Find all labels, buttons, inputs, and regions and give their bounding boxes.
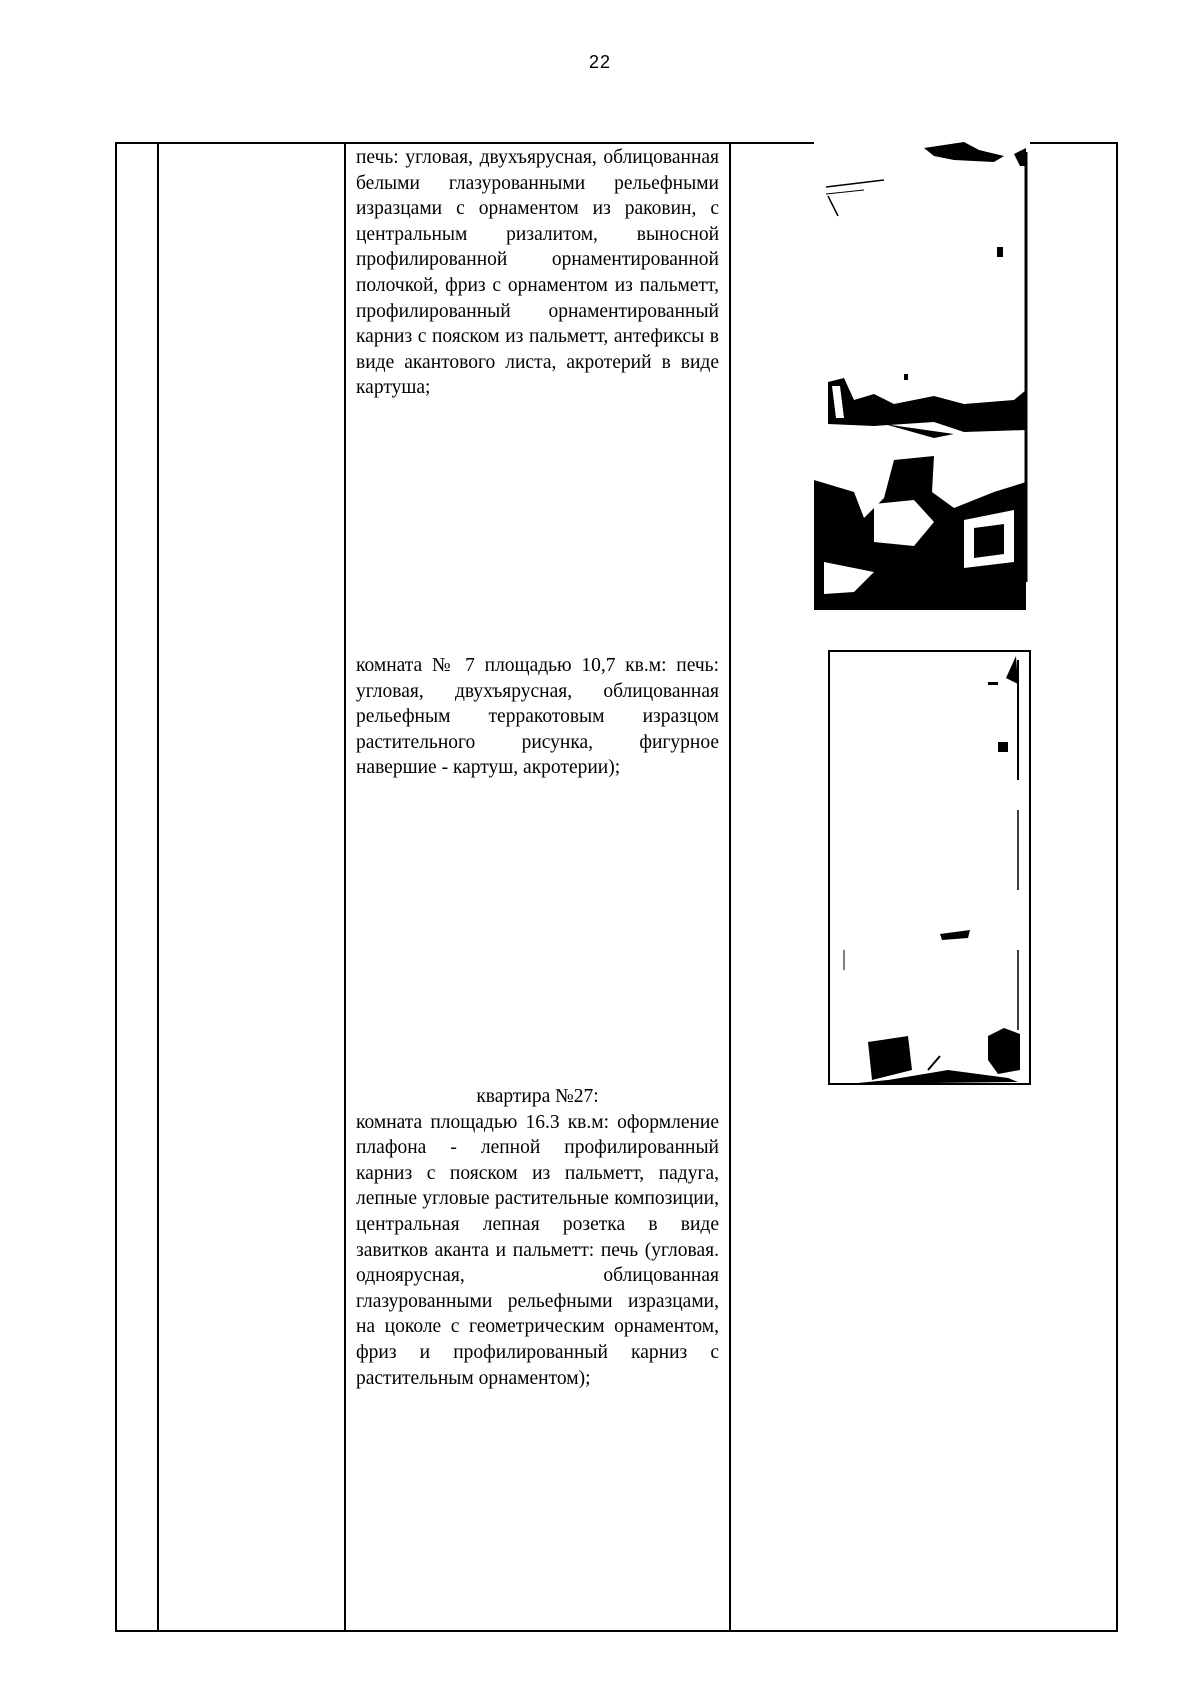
photo-stove-terracotta [828,650,1031,1085]
column-divider-1 [157,142,159,1632]
description-text-3 [356,1084,719,1391]
description-text-1 [356,145,719,401]
entry-3-text: комната площадью 16.3 кв.м: оформление плафона - лепной профилированный карниз с пояском из пальметт, падуга, лепные угловые растительные композиции, центральная лепная розетка в виде завитков аканта и пальметт: печь (угловая. одноярусная, облицованная глазурованными рельефными изразцами, на цоколе с геометрическим орнаментом, фриз и профилированный карниз с растительным орнаментом); [356,1111,719,1389]
stove-photo-2-image [828,650,1031,1085]
column-divider-2 [344,142,346,1632]
photo-stove-white-glazed [814,142,1030,610]
description-text-2 [356,653,719,781]
entry-1-text: печь: угловая, двухъярусная, облицованная белыми глазурованными рельефными изразцами с орнаментом из раковин, с центральным ризалитом, выносной профилированной орнаментированной полочкой, фриз с орнаментом из пальметт, профилированный орнаментированный карниз с пояском из пальметт, антефиксы в виде акантового листа, акротерий в виде картуша; [356,147,719,399]
page-number: 22 [588,52,612,72]
entry-3-heading: квартира №27: [476,1086,599,1107]
entry-2-text: комната № 7 площадью 10,7 кв.м: печь: угловая, двухъярусная, облицованная рельефным терракотовым изразцом растительного рисунка, фигурное навершие - картуш, акротерии); [356,655,719,779]
column-divider-3 [729,142,731,1632]
stove-photo-1-image [814,142,1030,610]
